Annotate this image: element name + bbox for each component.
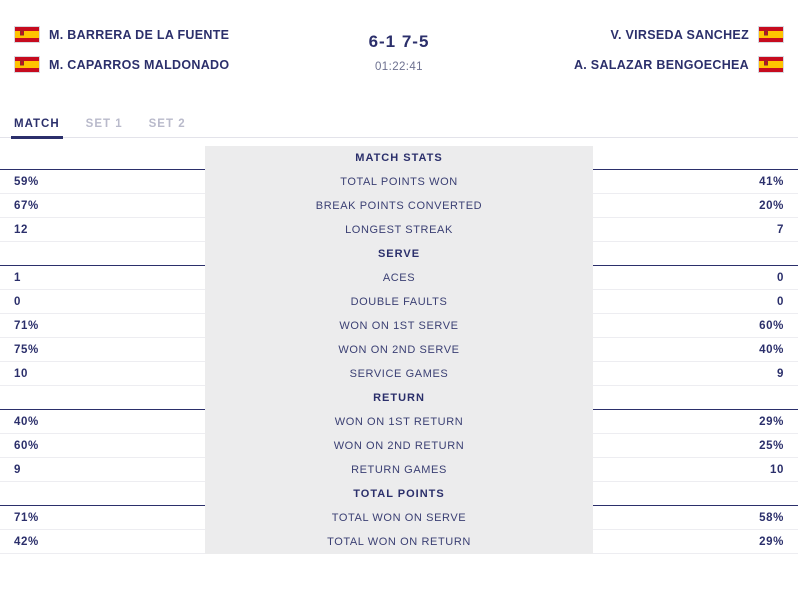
stat-label: BREAK POINTS CONVERTED	[205, 194, 593, 218]
stats-section-header	[0, 146, 798, 170]
stat-value-right: 0	[777, 271, 784, 284]
stat-label: ACES	[205, 266, 593, 290]
stat-label: DOUBLE FAULTS	[205, 290, 593, 314]
section-title: TOTAL POINTS	[205, 482, 593, 506]
stats-table	[0, 138, 798, 554]
stats-row	[0, 362, 798, 386]
stat-value-right: 20%	[759, 199, 784, 212]
stat-value-right: 60%	[759, 319, 784, 332]
stat-value-right: 9	[777, 367, 784, 380]
stats-row	[0, 266, 798, 290]
stat-label: WON ON 2ND SERVE	[205, 338, 593, 362]
team-left	[14, 18, 314, 73]
match-duration: 01:22:41	[375, 61, 423, 73]
section-title: MATCH STATS	[205, 146, 593, 170]
stat-value-left: 42%	[14, 535, 39, 548]
stats-row	[0, 314, 798, 338]
stat-label: WON ON 1ST RETURN	[205, 410, 593, 434]
spain-flag-icon	[14, 26, 40, 43]
stats-row	[0, 410, 798, 434]
stat-label: WON ON 2ND RETURN	[205, 434, 593, 458]
player-name: M. CAPARROS MALDONADO	[49, 57, 230, 72]
stat-value-left: 40%	[14, 415, 39, 428]
stats-row	[0, 338, 798, 362]
stats-row	[0, 290, 798, 314]
stats-row	[0, 194, 798, 218]
stat-value-left: 12	[14, 223, 28, 236]
stat-label: TOTAL WON ON RETURN	[205, 530, 593, 554]
stat-value-right: 58%	[759, 511, 784, 524]
player-row	[610, 26, 784, 43]
stat-value-right: 7	[777, 223, 784, 236]
stat-value-left: 60%	[14, 439, 39, 452]
stats-row	[0, 506, 798, 530]
spain-flag-icon	[758, 26, 784, 43]
stats-row	[0, 530, 798, 554]
stat-label: WON ON 1ST SERVE	[205, 314, 593, 338]
stat-value-left: 59%	[14, 175, 39, 188]
stat-label: SERVICE GAMES	[205, 362, 593, 386]
player-row	[14, 56, 229, 73]
tab-match[interactable]: MATCH	[14, 118, 60, 139]
stat-value-right: 40%	[759, 343, 784, 356]
stats-tabs	[0, 100, 798, 138]
stat-value-left: 0	[14, 295, 21, 308]
player-row	[574, 56, 784, 73]
section-title: SERVE	[205, 242, 593, 266]
match-score: 6-1 7-5	[368, 32, 430, 51]
section-title: RETURN	[205, 386, 593, 410]
stat-value-right: 10	[770, 463, 784, 476]
tab-set-2[interactable]: SET 2	[148, 118, 186, 130]
stats-section-header	[0, 386, 798, 410]
team-right	[484, 18, 784, 73]
stat-value-left: 67%	[14, 199, 39, 212]
stat-label: TOTAL WON ON SERVE	[205, 506, 593, 530]
stats-section-header	[0, 242, 798, 266]
stats-row	[0, 458, 798, 482]
stat-label: RETURN GAMES	[205, 458, 593, 482]
player-name: V. VIRSEDA SANCHEZ	[610, 27, 749, 42]
stat-value-left: 75%	[14, 343, 39, 356]
player-name: A. SALAZAR BENGOECHEA	[573, 57, 749, 72]
score-block	[314, 18, 484, 73]
stat-value-right: 29%	[759, 415, 784, 428]
spain-flag-icon	[758, 56, 784, 73]
stat-label: TOTAL POINTS WON	[205, 170, 593, 194]
stat-value-right: 29%	[759, 535, 784, 548]
stats-row	[0, 170, 798, 194]
tab-set-1[interactable]: SET 1	[85, 118, 123, 130]
match-header	[0, 0, 798, 100]
stat-label: LONGEST STREAK	[205, 218, 593, 242]
stat-value-right: 0	[777, 295, 784, 308]
stat-value-left: 10	[14, 367, 28, 380]
stat-value-left: 1	[14, 271, 21, 284]
stat-value-left: 71%	[14, 511, 39, 524]
stat-value-right: 41%	[759, 175, 784, 188]
player-name: M. BARRERA DE LA FUENTE	[49, 27, 230, 42]
stats-row	[0, 434, 798, 458]
stat-value-left: 71%	[14, 319, 39, 332]
stats-row	[0, 218, 798, 242]
stats-section-header	[0, 482, 798, 506]
stat-value-left: 9	[14, 463, 21, 476]
player-row	[14, 26, 229, 43]
spain-flag-icon	[14, 56, 40, 73]
stat-value-right: 25%	[759, 439, 784, 452]
